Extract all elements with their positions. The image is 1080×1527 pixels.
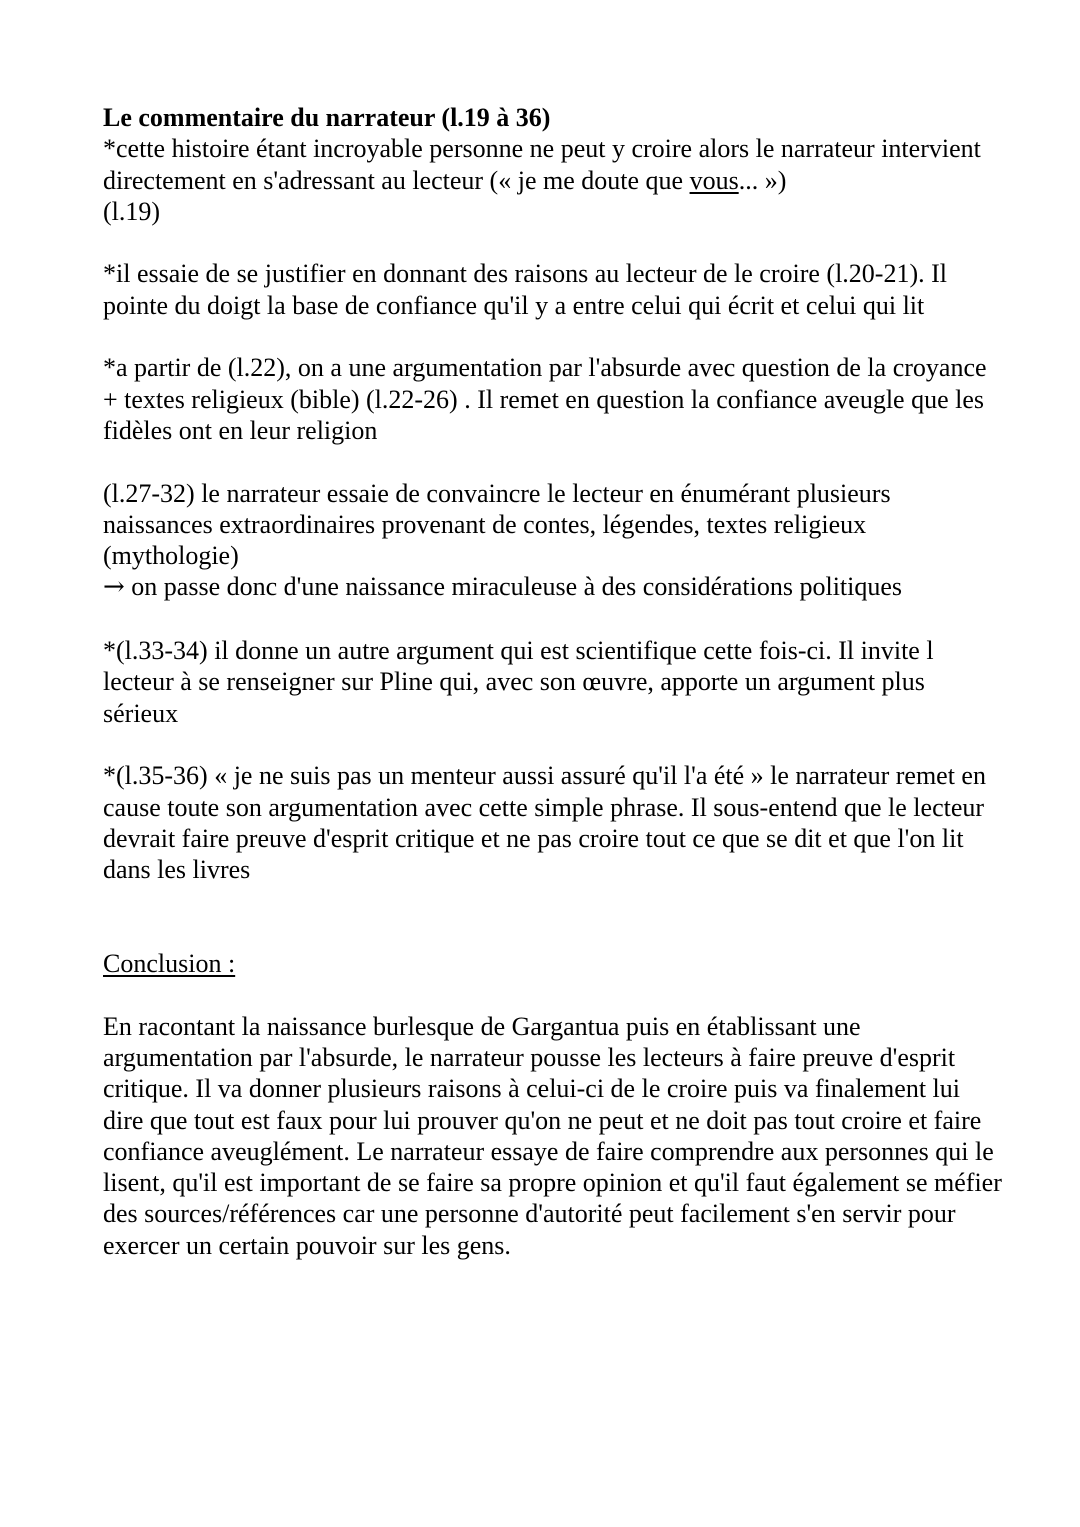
line-reference: (l.19) — [103, 196, 161, 226]
paragraph-extraordinary-births — [103, 478, 1003, 604]
paragraph-intro — [103, 133, 1003, 227]
paragraph-births-conclusion: on passe donc d'une naissance miraculeuse à des considérations politiques — [131, 572, 903, 602]
paragraph-intro-text: *cette histoire étant incroyable personne ne peut y croire alors le narrateur intervient directement en s'adressant au lecteur (« je me doute que — [103, 134, 981, 195]
paragraph-justification: *il essaie de se justifier en donnant des raisons au lecteur de le croire (l.20-21). Il pointe du doigt la base de confiance qu'il y a entre celui qui écrit et celui qui lit — [103, 259, 947, 320]
underlined-word: vous — [689, 165, 739, 195]
document-page — [103, 102, 1003, 1261]
conclusion-heading: Conclusion : — [103, 949, 236, 979]
paragraph-intro-quote-end: ... ») — [738, 165, 787, 195]
paragraph-absurd-argument: *a partir de (l.22), on a une argumentation par l'absurde avec question de la croyance + textes religieux (bible) (l.22-26) . Il remet en question la confiance aveugle que les fidèles ont en leur religion — [103, 353, 987, 445]
paragraph-births-text: (l.27-32) le narrateur essaie de convaincre le lecteur en énumérant plusieurs naissances extraordinaires provenant de contes, légendes, textes religieux (mythologie) — [103, 478, 891, 571]
section-heading: Le commentaire du narrateur (l.19 à 36) — [103, 103, 551, 132]
paragraph-scientific-argument: *(l.33-34) il donne un autre argument qui est scientifique cette fois-ci. Il invite l lecteur à se renseigner sur Pline qui, avec son œuvre, apporte un argument plus sérieux — [103, 636, 934, 728]
conclusion-text: En racontant la naissance burlesque de Gargantua puis en établissant une argumentation par l'absurde, le narrateur pousse les lecteurs à faire preuve d'esprit critique. Il va donner plusieurs raisons à celui-ci de le croire puis va finalement lui dire que tout est faux pour lui prouver qu'on ne peut et ne doit pas tout croire et faire confiance aveuglément. Le narrateur essaye de faire comprendre aux personnes qui le lisent, qu'il est important de se faire sa propre opinion et qu'il faut également se méfier des sources/références car une personne d'autorité peut facilement s'en servir pour exercer un certain pouvoir sur les gens. — [103, 1011, 1002, 1260]
right-arrow-icon: → — [103, 572, 125, 603]
paragraph-liar: *(l.35-36) « je ne suis pas un menteur aussi assuré qu'il l'a été » le narrateur remet en cause toute son argumentation avec cette simple phrase. Il sous-entend que le lecteur devrait faire preuve d'esprit critique et ne pas croire tout ce que se dit et que l'on lit dans les livres — [103, 761, 986, 885]
